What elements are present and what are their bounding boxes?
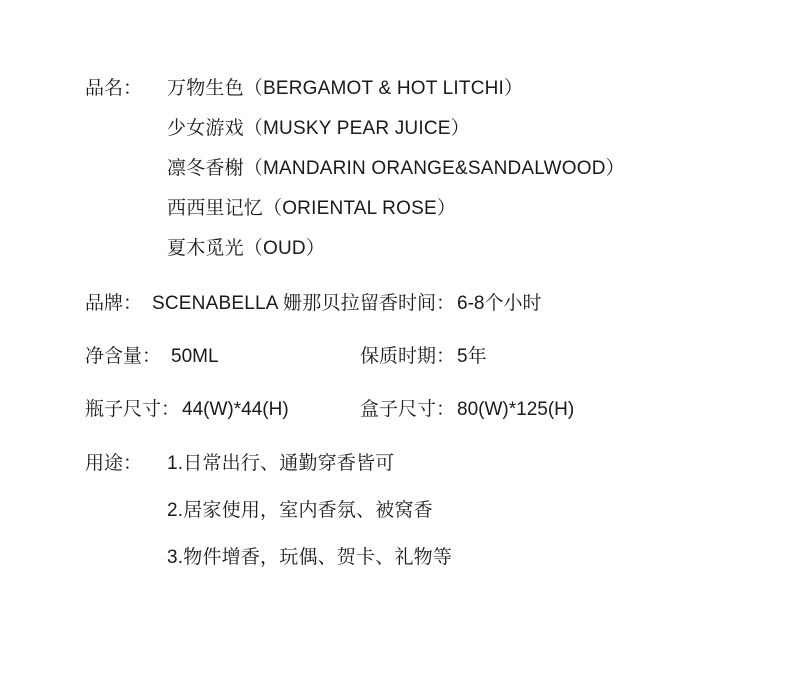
product-names-block [85, 72, 730, 266]
spec-longevity-label: 留香时间： [360, 293, 456, 314]
product-names-label: 品名： [85, 78, 143, 99]
product-name-item: 凛冬香榭（MANDARIN ORANGE&SANDALWOOD） [167, 158, 625, 179]
spec-brand [85, 288, 360, 315]
product-name-item: 少女游戏（MUSKY PEAR JUICE） [167, 118, 470, 139]
spec-volume-label: 净含量： [85, 346, 162, 367]
spec-volume [85, 341, 360, 368]
product-names-first-row [85, 72, 730, 112]
spec-row-volume [85, 341, 730, 368]
usage-item: 2.居家使用，室内香氛、被窝香 [167, 500, 433, 521]
spec-shelf-life-label: 保质时期： [360, 346, 456, 367]
product-name-item: 夏木觅光（OUD） [167, 238, 326, 259]
spec-shelf-life [360, 341, 487, 368]
spec-brand-value: SCENABELLA 姗那贝拉 [152, 293, 360, 314]
usage-label: 用途： [85, 453, 143, 474]
spec-row-brand [85, 288, 730, 315]
spec-volume-value: 50ML [171, 346, 219, 367]
spec-longevity-value: 6-8个小时 [457, 293, 542, 314]
product-name-item: 西西里记忆（ORIENTAL ROSE） [167, 198, 457, 219]
product-names-continued [167, 112, 730, 266]
spec-longevity [360, 288, 541, 315]
usage-item: 1.日常出行、通勤穿香皆可 [167, 453, 395, 474]
product-name-item: 万物生色（BERGAMOT & HOT LITCHI） [167, 78, 524, 99]
usage-block [85, 447, 730, 575]
spec-box-size-label: 盒子尺寸： [360, 399, 456, 420]
usage-first-row [85, 447, 730, 494]
spec-brand-label: 品牌： [85, 293, 143, 314]
spec-box-size-value: 80(W)*125(H) [457, 399, 575, 420]
usage-continued [167, 494, 730, 575]
spec-bottle-size-label: 瓶子尺寸： [85, 399, 181, 420]
spec-box-size [360, 394, 574, 421]
spec-shelf-life-value: 5年 [457, 346, 487, 367]
usage-item: 3.物件增香，玩偶、贺卡、礼物等 [167, 547, 453, 568]
spec-row-dimensions [85, 394, 730, 421]
spec-bottle-size [85, 394, 360, 421]
spec-bottle-size-value: 44(W)*44(H) [182, 399, 289, 420]
